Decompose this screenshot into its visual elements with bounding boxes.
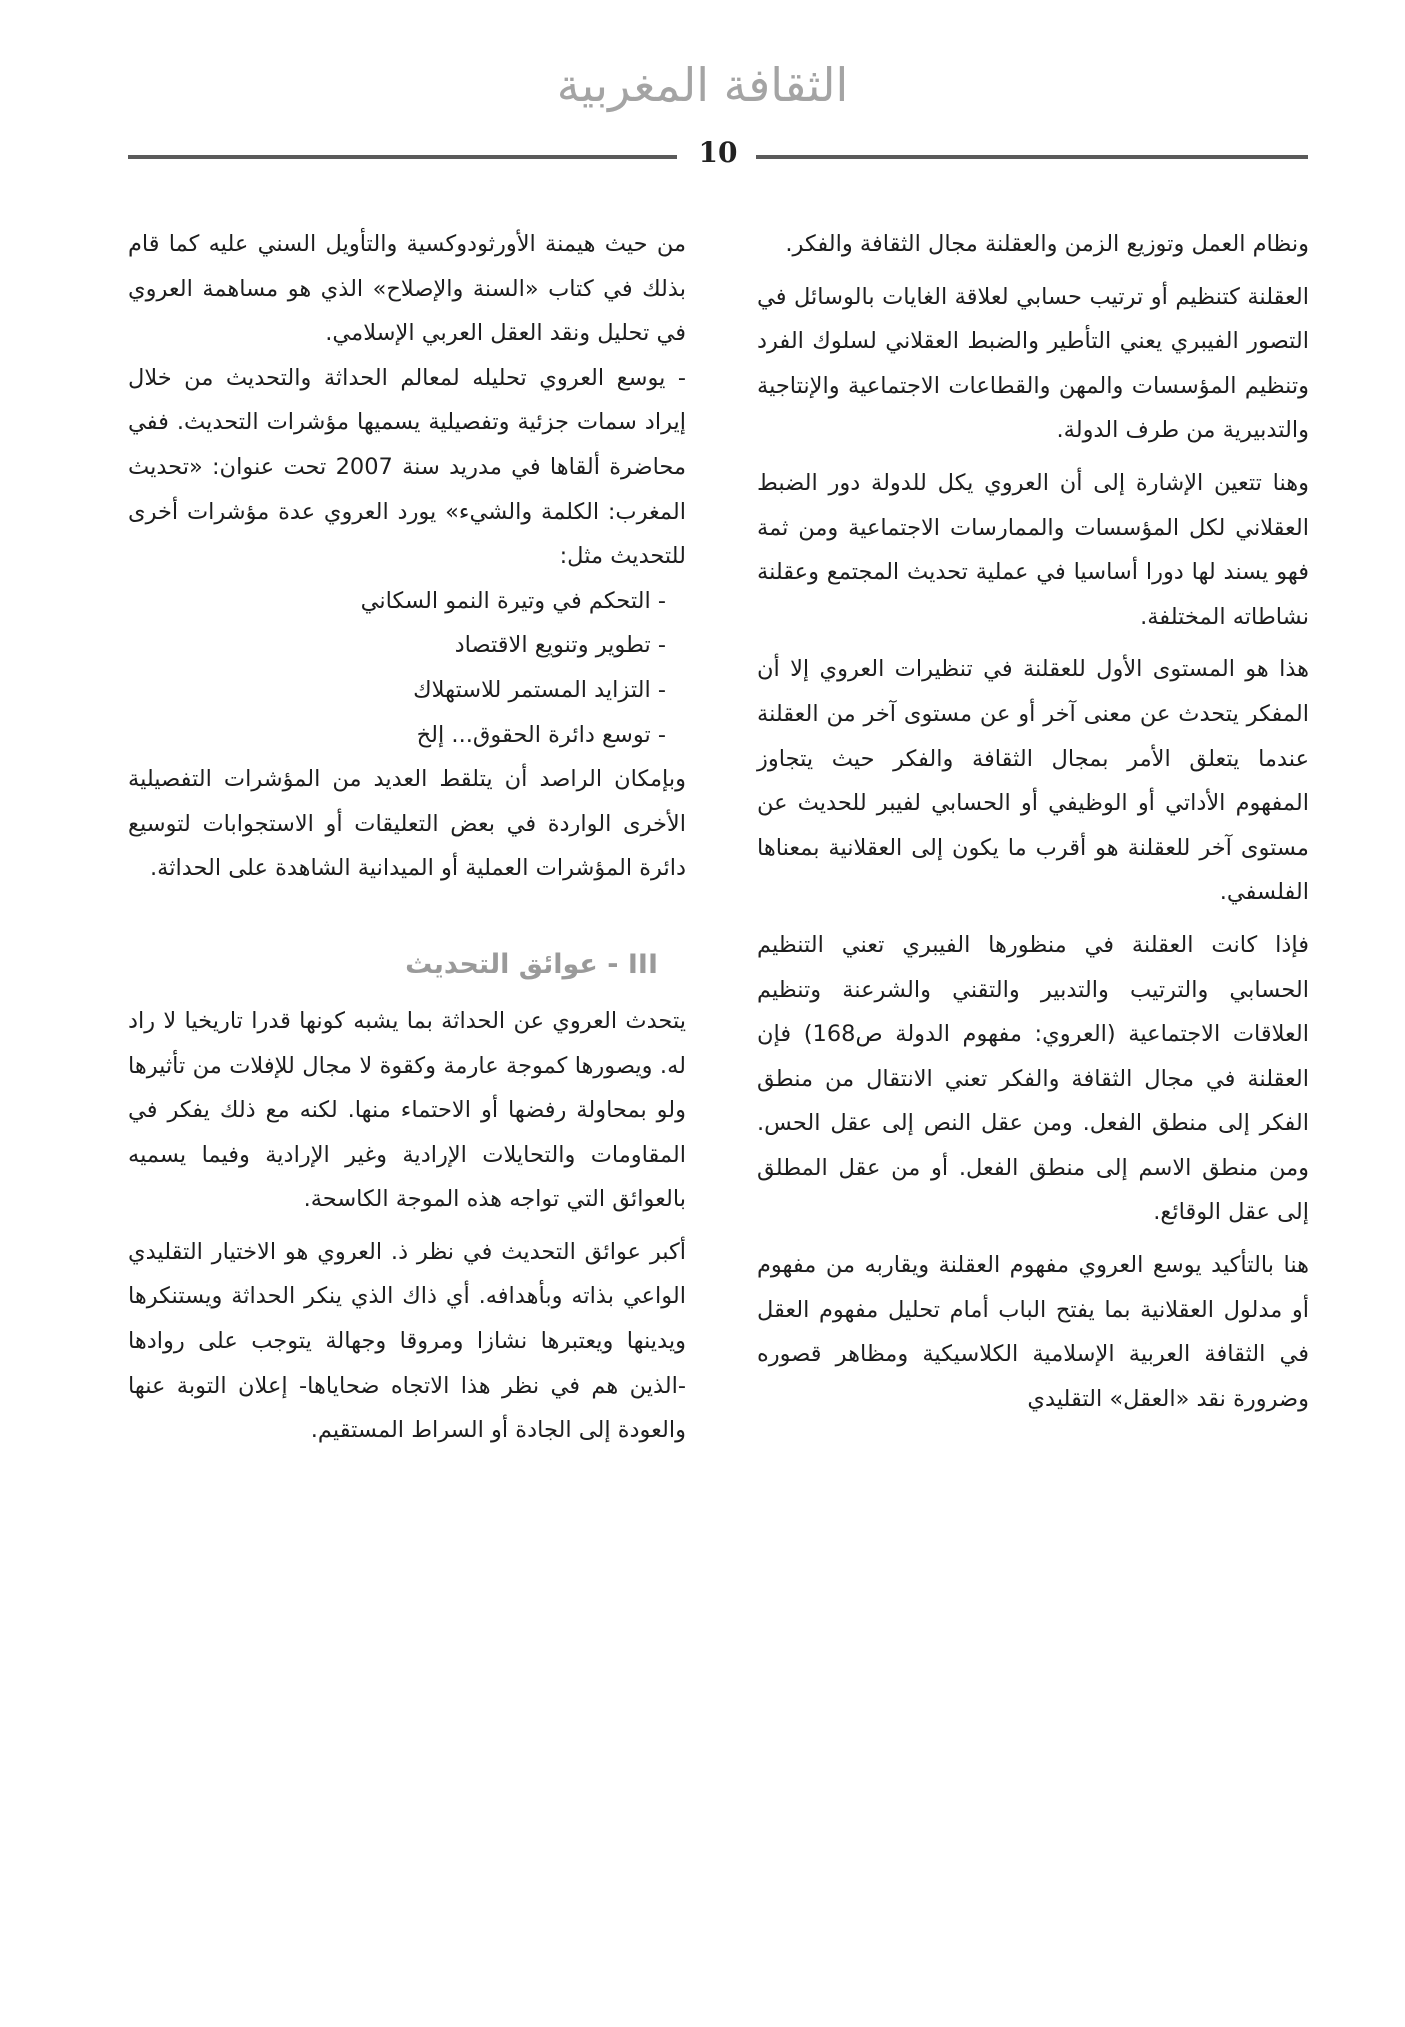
paragraph: العقلنة كتنظيم أو ترتيب حسابي لعلاقة الغايات بالوسائل في التصور الفيبري يعني التأطير والضبط العقلاني لسلوك الفرد وتنظيم المؤسسات والمهن والقطاعات الاجتماعية والإنتاجية والتدبيرية من طرف الدولة. (757, 283, 1309, 444)
bullet-item: - التحكم في وتيرة النمو السكاني (360, 587, 666, 614)
right-column (757, 222, 1309, 1421)
paragraph: هنا بالتأكيد يوسع العروي مفهوم العقلنة ويقاربه من مفهوم أو مدلول العقلانية بما يفتح الباب أمام تحليل مفهوم العقل في الثقافة العربية الإسلامية الكلاسيكية ومظاهر قصوره وضرورة نقد «العقل» التقليدي (757, 1252, 1309, 1412)
page-number: 10 (698, 136, 738, 169)
journal-title: الثقافة المغربية (556, 58, 849, 112)
bullet-item: - التزايد المستمر للاستهلاك (413, 676, 666, 703)
bullet-item: - تطوير وتنويع الاقتصاد (454, 632, 666, 659)
paragraph: فإذا كانت العقلنة في منظورها الفيبري تعني التنظيم الحسابي والترتيب والتدبير والتقني والشرعنة وتنظيم العلاقات الاجتماعية (العروي: مفهوم الدولة ص168) فإن العقلنة في مجال الثقافة والفكر تعني الانتقال من منطق الفكر إلى منطق الفعل. ومن عقل النص إلى عقل الحس. ومن منطق الاسم إلى منطق الفعل. أو من عقل المطلق إلى عقل الوقائع. (757, 931, 1309, 1226)
paragraph: أكبر عوائق التحديث في نظر ذ. العروي هو الاختيار التقليدي الواعي بذاته وبأهدافه. أي ذاك الذي ينكر الحداثة ويستنكرها ويدينها ويعتبرها نشازا ومروقا وجهالة يتوجب على روادها -الذين هم في نظر هذا الاتجاه ضحاياها- إعلان التوبة عنها والعودة إلى الجادة أو السراط المستقيم. (128, 1238, 686, 1444)
paragraph: ونظام العمل وتوزيع الزمن والعقلنة مجال الثقافة والفكر. (785, 231, 1309, 257)
paragraph: - يوسع العروي تحليله لمعالم الحداثة والتحديث من خلال إيراد سمات جزئية وتفصيلية يسميها مؤشرات التحديث. ففي محاضرة ألقاها في مدريد سنة 2007 تحت عنوان: «تحديث المغرب: الكلمة والشيء» يورد العروي عدة مؤشرات أخرى للتحديث مثل: (128, 364, 686, 570)
left-column (128, 222, 686, 1453)
paragraph: وهنا تتعين الإشارة إلى أن العروي يكل للدولة دور الضبط العقلاني لكل المؤسسات والممارسات الاجتماعية ومن ثمة فهو يسند لها دورا أساسيا في عملية تحديث المجتمع وعقلنة نشاطاته المختلفة. (757, 469, 1309, 630)
section-heading: III - عوائق التحديث (405, 948, 658, 980)
paragraph: من حيث هيمنة الأورثودوكسية والتأويل السني عليه كما قام بذلك في كتاب «السنة والإصلاح» الذي هو مساهمة العروي في تحليل ونقد العقل العربي الإسلامي. (128, 231, 686, 347)
paragraph: وبإمكان الراصد أن يتلقط العديد من المؤشرات التفصيلية الأخرى الواردة في بعض التعليقات أو الاستجوابات لتوسيع دائرة المؤشرات العملية أو الميدانية الشاهدة على الحداثة. (128, 766, 686, 882)
paragraph: هذا هو المستوى الأول للعقلنة في تنظيرات العروي إلا أن المفكر يتحدث عن معنى آخر أو عن مستوى آخر من العقلنة عندما يتعلق الأمر بمجال الثقافة والفكر حيث يتجاوز المفهوم الأداتي أو الوظيفي أو الحسابي لفيبر للحديث عن مستوى آخر للعقلنة هو أقرب ما يكون إلى العقلانية بمعناها الفلسفي. (757, 656, 1309, 906)
paragraph: يتحدث العروي عن الحداثة بما يشبه كونها قدرا تاريخيا لا راد له. ويصورها كموجة عارمة وكقوة لا مجال للإفلات من تأثيرها ولو بمحاولة رفضها أو الاحتماء منها. لكنه مع ذلك يفكر في المقاومات والتحايلات الإرادية وغير الإرادية وفيما يسميه بالعوائق التي تواجه هذه الموجة الكاسحة. (128, 1007, 686, 1213)
header-rule-left (128, 155, 677, 159)
bullet-item: - توسع دائرة الحقوق... إلخ (416, 721, 666, 748)
header-rule-right (756, 155, 1308, 159)
